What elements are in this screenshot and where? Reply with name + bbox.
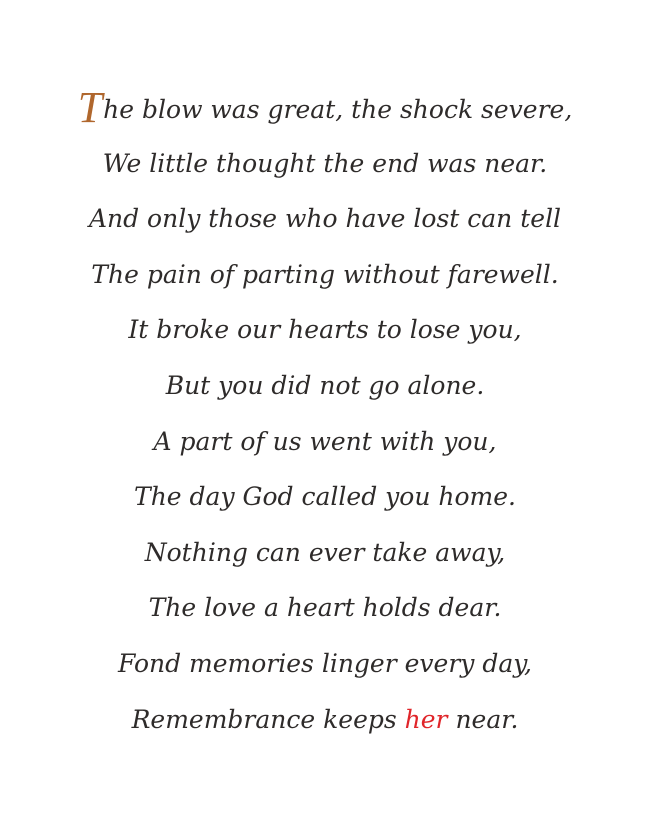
poem-line-7: A part of us went with you, xyxy=(153,426,497,456)
poem-line-5: It broke our hearts to lose you, xyxy=(128,315,522,345)
highlighted-word: her xyxy=(404,704,448,734)
poem xyxy=(0,80,650,747)
poem-line-1-text: he blow was great, the shock severe, xyxy=(103,95,573,124)
poem-line-1 xyxy=(0,80,650,136)
poem-line-4: The pain of parting without farewell. xyxy=(91,259,559,289)
drop-cap: T xyxy=(77,83,103,132)
poem-line-9: Nothing can ever take away, xyxy=(144,537,506,567)
poem-line-2: We little thought the end was near. xyxy=(102,148,548,178)
poem-line-12 xyxy=(0,692,650,748)
poem-line-8: The day God called you home. xyxy=(134,482,516,512)
poem-line-10: The love a heart holds dear. xyxy=(148,593,502,623)
poem-line-6: But you did not go alone. xyxy=(165,370,485,400)
poem-line-11: Fond memories linger every day, xyxy=(117,648,533,678)
poem-line-12-start: Remembrance keeps xyxy=(131,704,405,734)
poem-line-3: And only those who have lost can tell xyxy=(88,204,562,234)
poem-line-12-end: near. xyxy=(447,704,519,734)
